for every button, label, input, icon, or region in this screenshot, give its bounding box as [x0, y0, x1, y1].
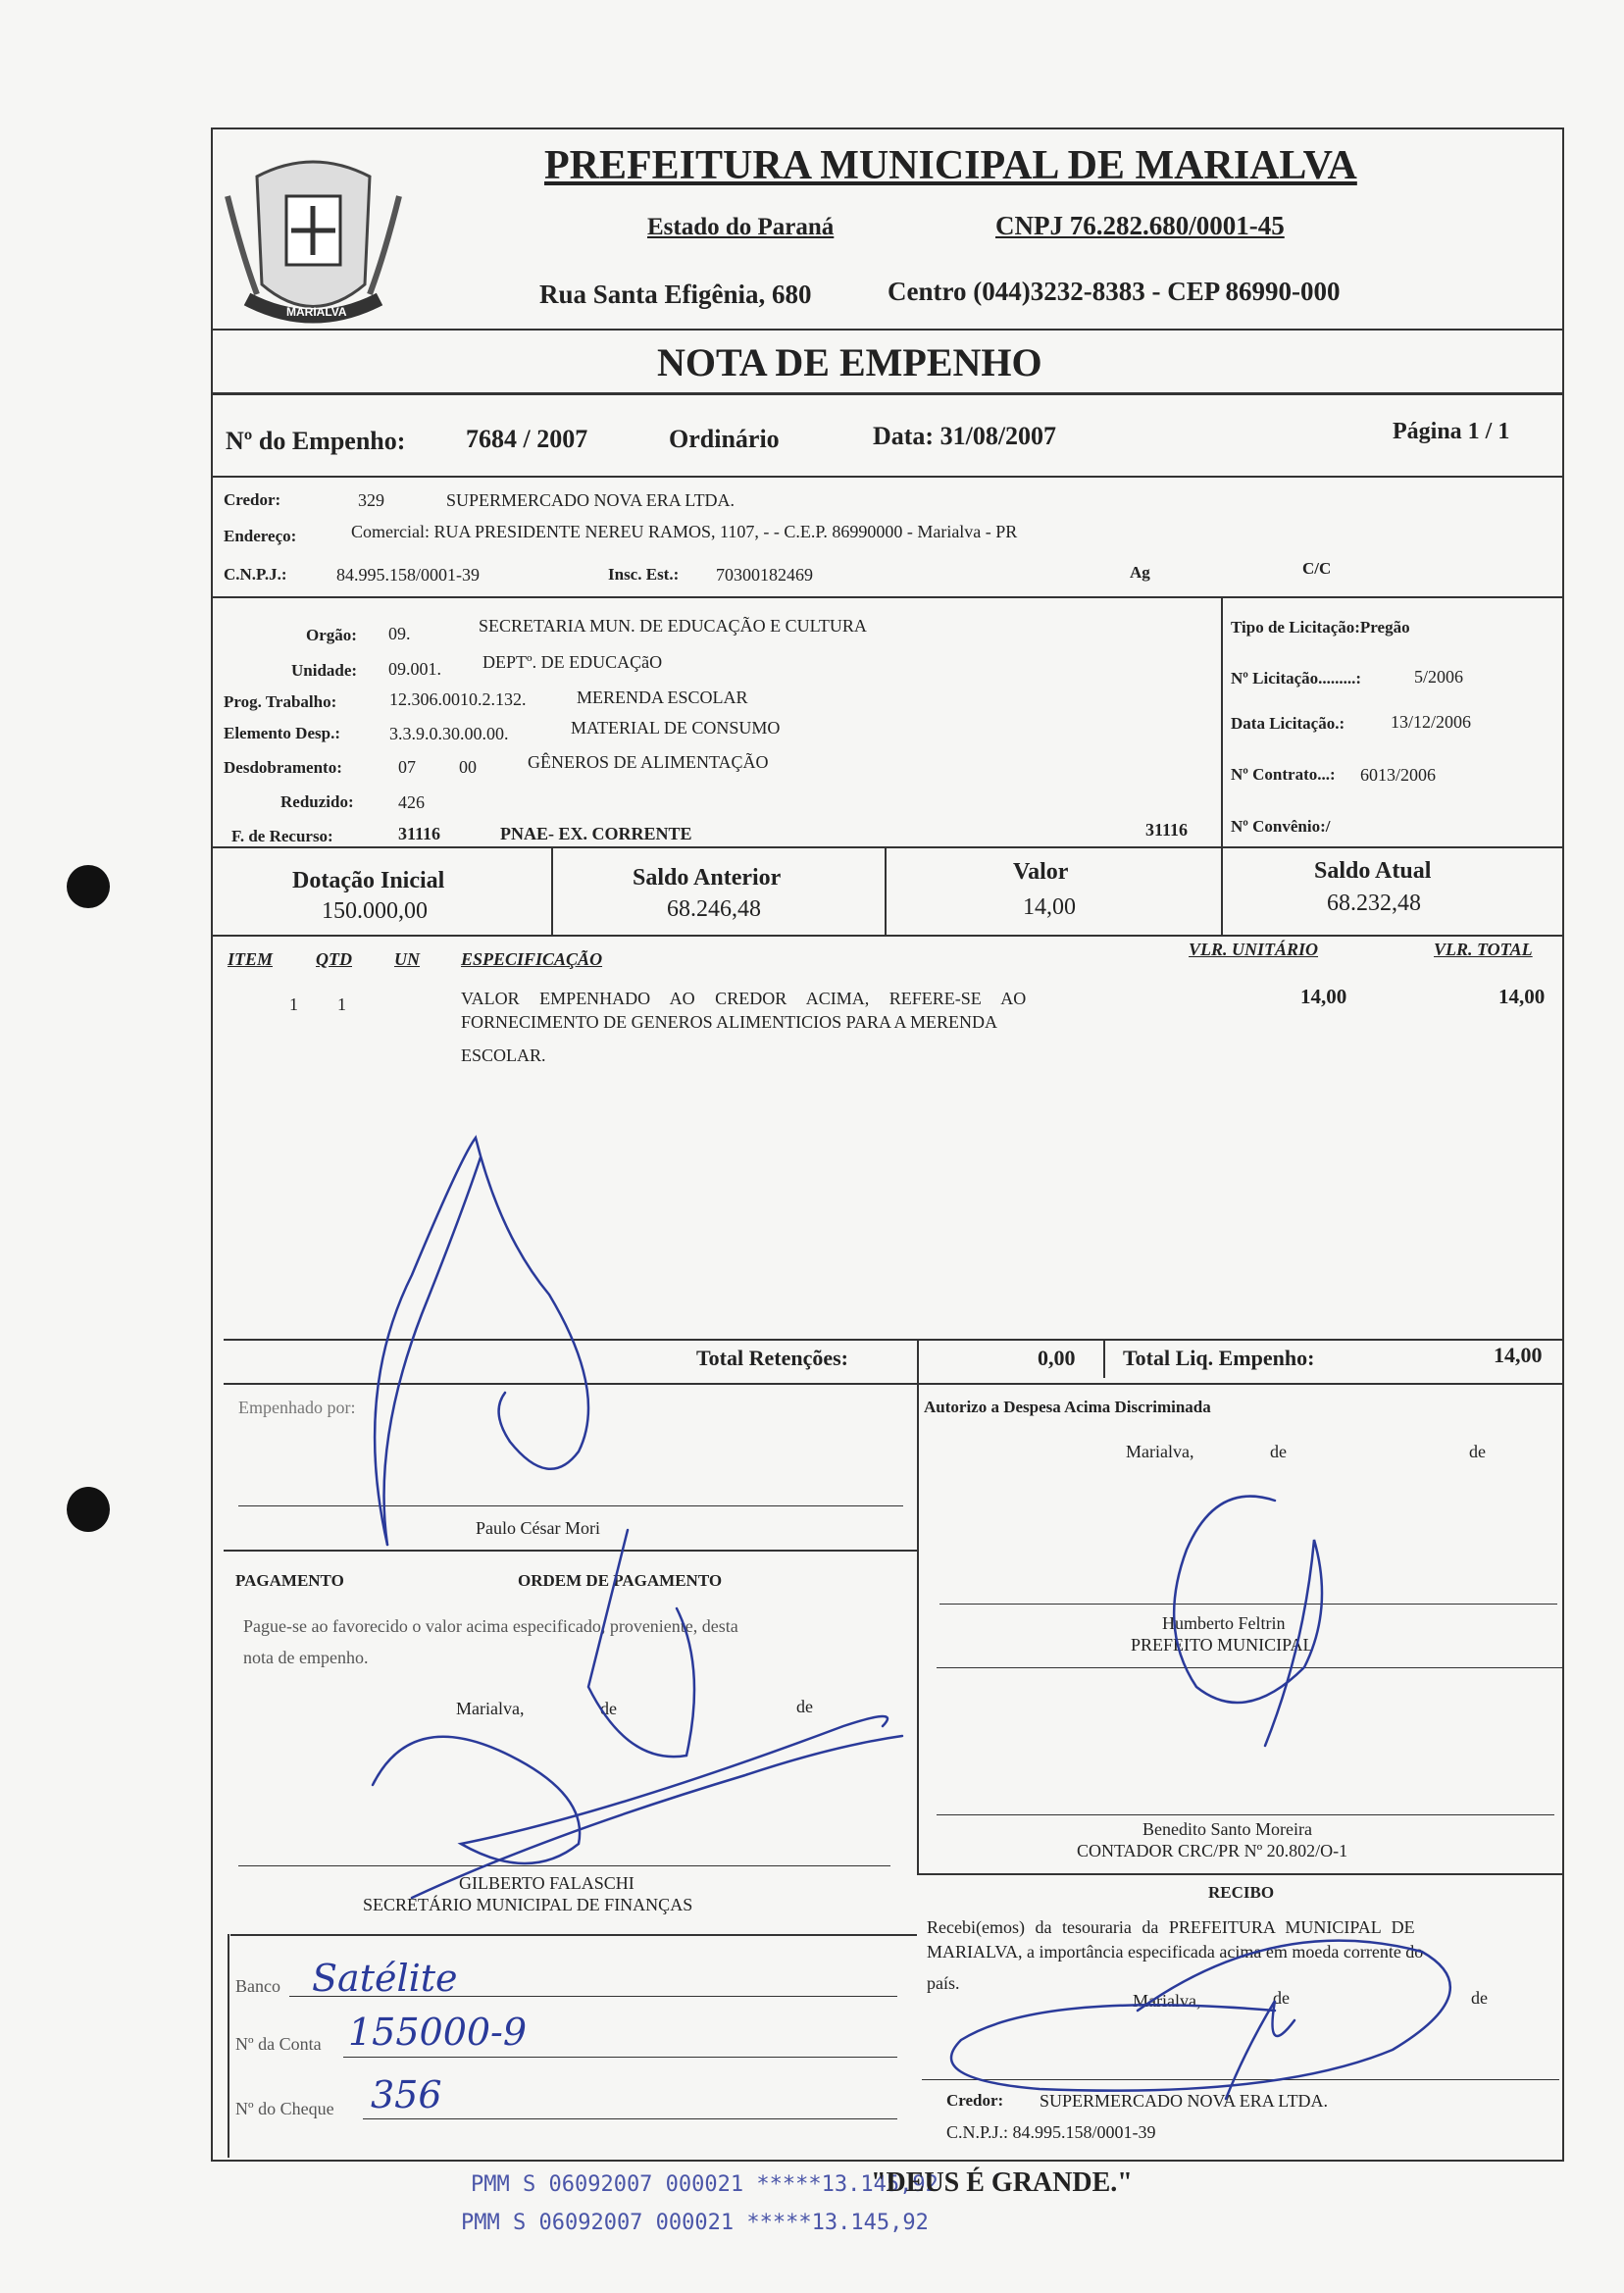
unidade-name: DEPTº. DE EDUCAÇãO	[482, 652, 663, 672]
empenhado-por-label: Empenhado por:	[238, 1398, 356, 1417]
saldo-atual-value: 68.232,48	[1327, 891, 1421, 916]
insc-est-value: 70300182469	[716, 565, 813, 585]
contador-title: CONTADOR CRC/PR Nº 20.802/O-1	[1077, 1841, 1348, 1860]
municipality-title: PREFEITURA MUNICIPAL DE MARIALVA	[544, 143, 1357, 188]
banco-value: Satélite	[312, 1957, 458, 2000]
pagamento-place: Marialva,	[456, 1699, 525, 1718]
contrato-label: Nº Contrato...:	[1231, 765, 1336, 784]
fonte-recurso-name: PNAE- EX. CORRENTE	[500, 824, 692, 843]
credor-code: 329	[358, 490, 384, 510]
motto: "DEUS É GRANDE."	[871, 2167, 1133, 2198]
recibo-label: RECIBO	[1208, 1883, 1275, 1902]
item-vlr-total: 14,00	[1498, 985, 1546, 1008]
conta-value: 155000-9	[348, 2011, 528, 2054]
desdobramento-name: GÊNEROS DE ALIMENTAÇÃO	[528, 752, 769, 772]
saldo-anterior-value: 68.246,48	[667, 896, 761, 922]
orgao-name: SECRETARIA MUN. DE EDUCAÇÃO E CULTURA	[479, 616, 867, 636]
recibo-place: Marialva,	[1133, 1991, 1201, 2011]
reduzido-label: Reduzido:	[280, 792, 354, 811]
bank-stamp-line2: PMM S 06092007 000021 *****13.145,92	[461, 2211, 929, 2235]
prog-trabalho-code: 12.306.0010.2.132.	[389, 689, 527, 709]
credor-cnpj-label: C.N.P.J.:	[224, 565, 287, 584]
credor-label: Credor:	[224, 490, 281, 509]
item-vlr-unit: 14,00	[1300, 985, 1347, 1008]
col-item-header: ITEM	[228, 949, 274, 969]
tipo-licitacao: Tipo de Licitação:Pregão	[1231, 618, 1410, 637]
credor-address: Comercial: RUA PRESIDENTE NEREU RAMOS, 1107, - - C.E.P. 86990000 - Marialva - PR	[351, 522, 1018, 541]
desdobramento-label: Desdobramento:	[224, 758, 342, 777]
recibo-text-line3: país.	[927, 1973, 960, 1993]
col-un-header: UN	[394, 949, 420, 969]
secretario-title: SECRETÁRIO MUNICIPAL DE FINANÇAS	[363, 1895, 693, 1914]
fonte-recurso-code-right: 31116	[1145, 820, 1189, 840]
autorizo-label: Autorizo a Despesa Acima Discriminada	[924, 1398, 1211, 1416]
elemento-code: 3.3.9.0.30.00.00.	[389, 724, 509, 743]
convenio-label: Nº Convênio:/	[1231, 817, 1331, 836]
fonte-recurso-code: 31116	[398, 824, 441, 843]
agencia-label: Ag	[1130, 563, 1150, 582]
col-vlr-total-header: VLR. TOTAL	[1434, 940, 1533, 959]
credor-cnpj: 84.995.158/0001-39	[336, 565, 480, 585]
autorizo-de1: de	[1270, 1442, 1287, 1461]
total-retencoes-value: 0,00	[1038, 1346, 1076, 1370]
prog-trabalho-label: Prog. Trabalho:	[224, 692, 337, 711]
page-number: Página 1 / 1	[1393, 419, 1510, 444]
bank-stamp-line1: PMM S 06092007 000021 *****13.145,92	[471, 2172, 939, 2197]
prog-trabalho-name: MERENDA ESCOLAR	[577, 688, 748, 707]
fonte-recurso-label: F. de Recurso:	[231, 827, 333, 845]
recibo-credor-label: Credor:	[946, 2091, 1004, 2110]
saldo-anterior-label: Saldo Anterior	[633, 865, 782, 891]
document-title: NOTA DE EMPENHO	[657, 340, 1042, 384]
total-liq-value: 14,00	[1494, 1343, 1543, 1367]
orgao-code: 09.	[388, 624, 411, 643]
recibo-text-line1: Recebi(emos) da tesouraria da PREFEITURA MUNICIPAL DE	[927, 1917, 1415, 1937]
valor-label: Valor	[1013, 859, 1069, 885]
cheque-label: Nº do Cheque	[235, 2099, 334, 2118]
item-espec-line3: ESCOLAR.	[461, 1045, 546, 1065]
empenho-label: Nº do Empenho:	[226, 427, 406, 455]
recibo-credor-name: SUPERMERCADO NOVA ERA LTDA.	[1040, 2091, 1329, 2111]
total-retencoes-label: Total Retenções:	[696, 1346, 848, 1370]
autorizo-de2: de	[1469, 1442, 1486, 1461]
numero-licitacao-label: Nº Licitação.........:	[1231, 669, 1362, 688]
dotacao-inicial-label: Dotação Inicial	[292, 868, 445, 893]
total-liq-label: Total Liq. Empenho:	[1123, 1346, 1315, 1370]
dotacao-inicial-value: 150.000,00	[322, 898, 428, 924]
recibo-text-line2: MARIALVA, a importância especificada acima em moeda corrente do	[927, 1942, 1424, 1962]
unidade-code: 09.001.	[388, 659, 441, 679]
item-espec-line2: FORNECIMENTO DE GENEROS ALIMENTICIOS PARA A MERENDA	[461, 1012, 998, 1032]
saldo-atual-label: Saldo Atual	[1314, 858, 1432, 884]
recibo-de2: de	[1471, 1988, 1488, 2008]
desdobramento-code1: 07	[398, 757, 416, 777]
orgao-label: Orgão:	[306, 626, 357, 644]
municipality-address: Rua Santa Efigênia, 680	[539, 280, 812, 309]
insc-est-label: Insc. Est.:	[608, 565, 680, 584]
col-vlr-unit-header: VLR. UNITÁRIO	[1189, 940, 1319, 959]
pagamento-label: PAGAMENTO	[235, 1571, 344, 1590]
empenho-type: Ordinário	[669, 425, 780, 453]
desdobramento-code2: 00	[459, 757, 477, 777]
conta-corrente-label: C/C	[1302, 559, 1332, 578]
state-label: Estado do Paraná	[647, 214, 835, 240]
contrato-value: 6013/2006	[1360, 765, 1437, 785]
item-number: 1	[289, 994, 298, 1014]
item-espec-line1: VALOR EMPENHADO AO CREDOR ACIMA, REFERE-SE AO	[461, 989, 1027, 1008]
empenho-date: Data: 31/08/2007	[873, 422, 1057, 450]
banco-label: Banco	[235, 1976, 280, 1996]
coat-of-arms-ribbon-text: MARIALVA	[286, 305, 347, 319]
valor-value: 14,00	[1023, 894, 1076, 920]
pagamento-de1: de	[600, 1699, 617, 1718]
empenho-number: 7684 / 2007	[466, 425, 588, 453]
data-licitacao-label: Data Licitação.:	[1231, 714, 1345, 733]
numero-licitacao-value: 5/2006	[1414, 667, 1464, 687]
elemento-name: MATERIAL DE CONSUMO	[571, 718, 781, 738]
col-espec-header: ESPECIFICAÇÃO	[461, 949, 603, 969]
item-qtd: 1	[337, 994, 346, 1014]
endereco-label: Endereço:	[224, 527, 297, 545]
pagamento-de2: de	[796, 1697, 813, 1716]
elemento-label: Elemento Desp.:	[224, 724, 340, 742]
reduzido-value: 426	[398, 792, 425, 812]
pagamento-text-line1: Pague-se ao favorecido o valor acima especificado, proveniente, desta	[243, 1616, 738, 1636]
ordem-pagamento-label: ORDEM DE PAGAMENTO	[518, 1571, 723, 1590]
prefeito-name: Humberto Feltrin	[1162, 1613, 1286, 1633]
unidade-label: Unidade:	[291, 661, 358, 680]
credor-name: SUPERMERCADO NOVA ERA LTDA.	[446, 490, 736, 510]
recibo-credor-cnpj: C.N.P.J.: 84.995.158/0001-39	[946, 2122, 1156, 2142]
data-licitacao-value: 13/12/2006	[1391, 712, 1472, 732]
conta-label: Nº da Conta	[235, 2034, 322, 2054]
autorizo-place: Marialva,	[1126, 1442, 1194, 1461]
municipality-contact: Centro (044)3232-8383 - CEP 86990-000	[888, 277, 1341, 306]
secretario-name: GILBERTO FALASCHI	[459, 1873, 634, 1893]
col-qtd-header: QTD	[316, 949, 352, 969]
cheque-value: 356	[371, 2073, 442, 2116]
prefeito-title: PREFEITO MUNICIPAL	[1131, 1635, 1314, 1655]
empenhado-por-name: Paulo César Mori	[476, 1518, 600, 1538]
municipality-cnpj: CNPJ 76.282.680/0001-45	[995, 211, 1285, 240]
recibo-de1: de	[1273, 1988, 1290, 2008]
contador-name: Benedito Santo Moreira	[1142, 1819, 1312, 1839]
pagamento-text-line2: nota de empenho.	[243, 1648, 369, 1667]
